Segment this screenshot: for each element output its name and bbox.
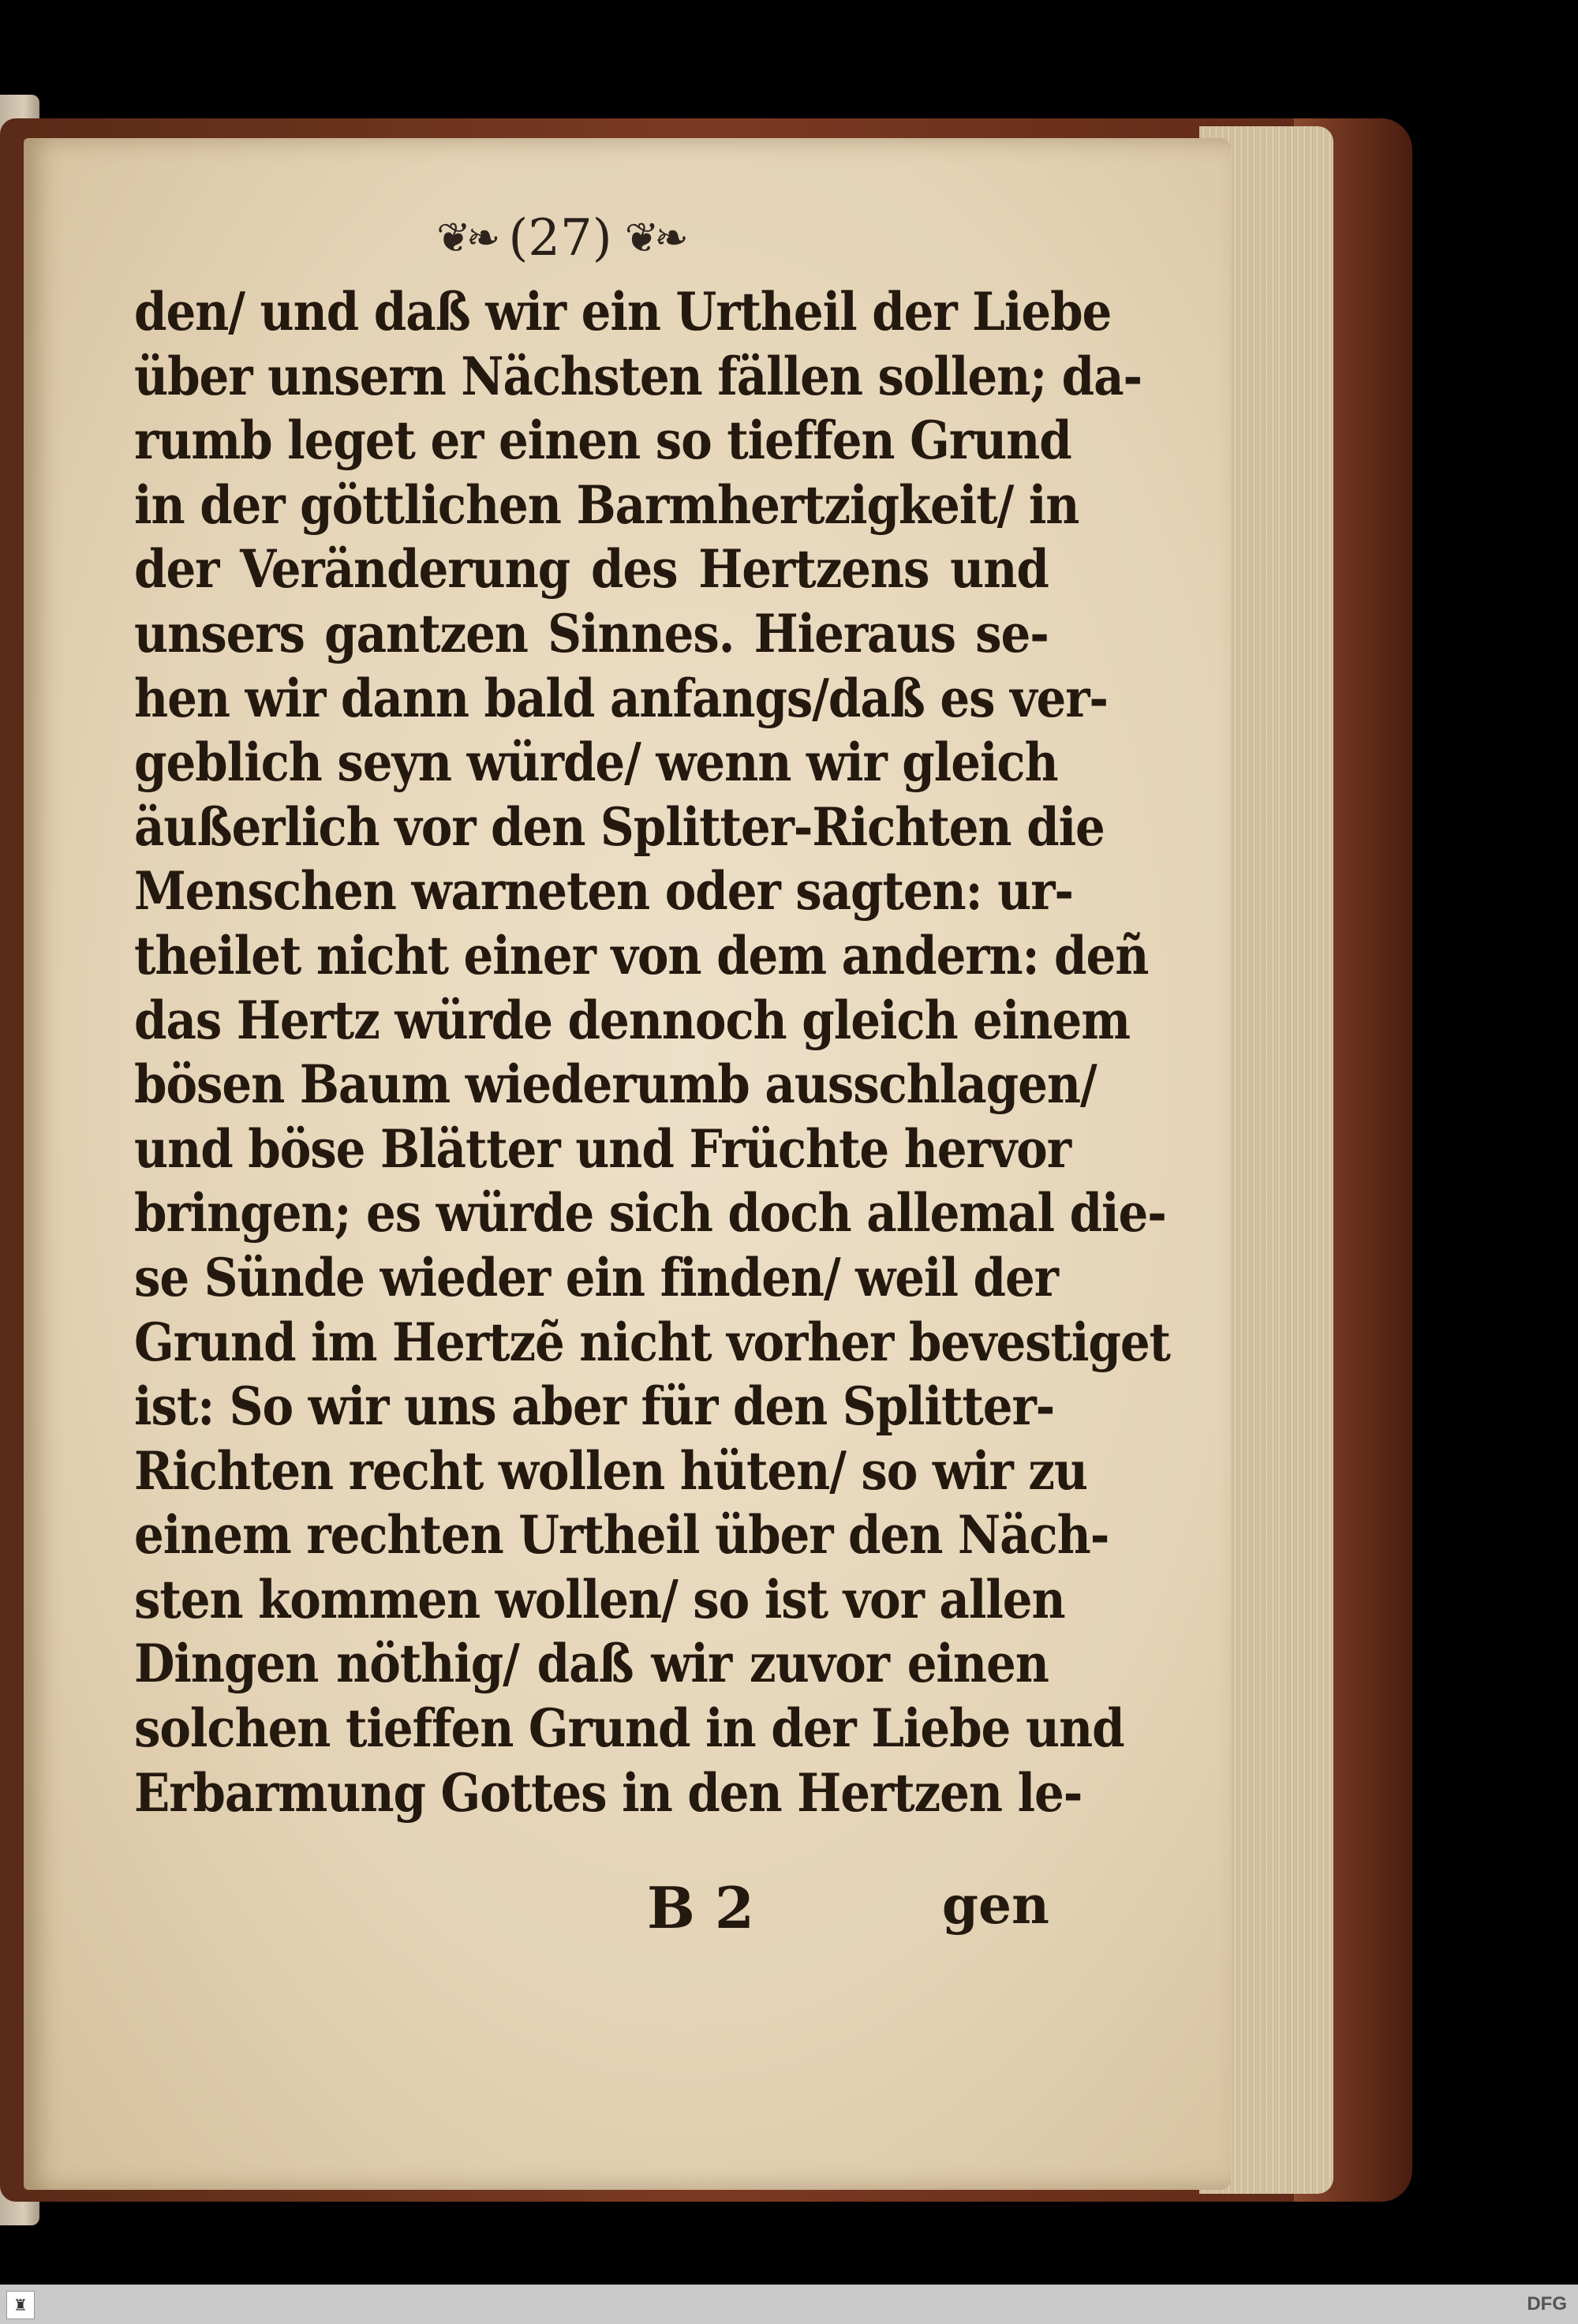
text-line: unsers gantzen Sinnes. Hieraus se- (134, 602, 1049, 664)
text-line: ist: So wir uns aber für den Splitter- (134, 1375, 1055, 1438)
page-header (379, 207, 742, 270)
ornament-right-icon: ❦❧ (624, 215, 684, 262)
text-line: bösen Baum wiederumb ausschlagen/ (134, 1053, 1097, 1116)
viewer-bottom-bar (0, 2285, 1578, 2324)
text-line: das Hertz würde dennoch gleich einem (134, 989, 1130, 1051)
page-footer (134, 1874, 1049, 1945)
text-line: rumb leget er einen so tieffen Grund (134, 410, 1071, 472)
text-line: Grund im Hertzẽ nicht vorher bevestiget (134, 1311, 1170, 1373)
text-line: theilet nicht einer von dem andern: deñ (134, 924, 1149, 986)
text-line: Richten recht wollen hüten/ so wir zu (134, 1439, 1088, 1502)
text-line: einem rechten Urtheil über den Näch- (134, 1504, 1109, 1566)
text-line: Menschen warneten oder sagten: ur- (134, 860, 1074, 922)
library-logo-icon: ♜ (6, 2291, 35, 2319)
body-text (134, 280, 1170, 1825)
text-line: sten kommen wollen/ so ist vor allen (134, 1568, 1065, 1630)
text-line: äußerlich vor den Splitter-Richten die (134, 795, 1105, 858)
text-line: bringen; es würde sich doch allemal die- (134, 1182, 1166, 1244)
text-line: den/ und daß wir ein Urtheil der Liebe (134, 281, 1112, 342)
text-line: solchen tieffen Grund in der Liebe und (134, 1697, 1124, 1760)
text-line: in der göttlichen Barmhertzigkeit/ in (134, 473, 1079, 536)
text-line: Erbarmung Gottes in den Hertzen le- (134, 1761, 1083, 1824)
text-line: geblich seyn würde/ wenn wir gleich (134, 732, 1058, 794)
signature-mark: B 2 (647, 1874, 755, 1941)
catchword: gen (941, 1874, 1049, 1936)
page-number: (27) (508, 209, 612, 268)
text-line: der Veränderung des Hertzens und (134, 538, 1049, 601)
text-line: hen wir dann bald anfangs/daß es ver- (134, 667, 1109, 729)
text-line: über unsern Nächsten fällen sollen; da- (134, 345, 1142, 407)
ornament-left-icon: ❦❧ (436, 215, 496, 262)
text-line: se Sünde wieder ein finden/ weil der (134, 1246, 1058, 1308)
dfg-logo: DFG (1527, 2293, 1567, 2315)
text-line: Dingen nöthig/ daß wir zuvor einen (134, 1633, 1049, 1695)
text-line: und böse Blätter und Früchte hervor (134, 1117, 1071, 1180)
